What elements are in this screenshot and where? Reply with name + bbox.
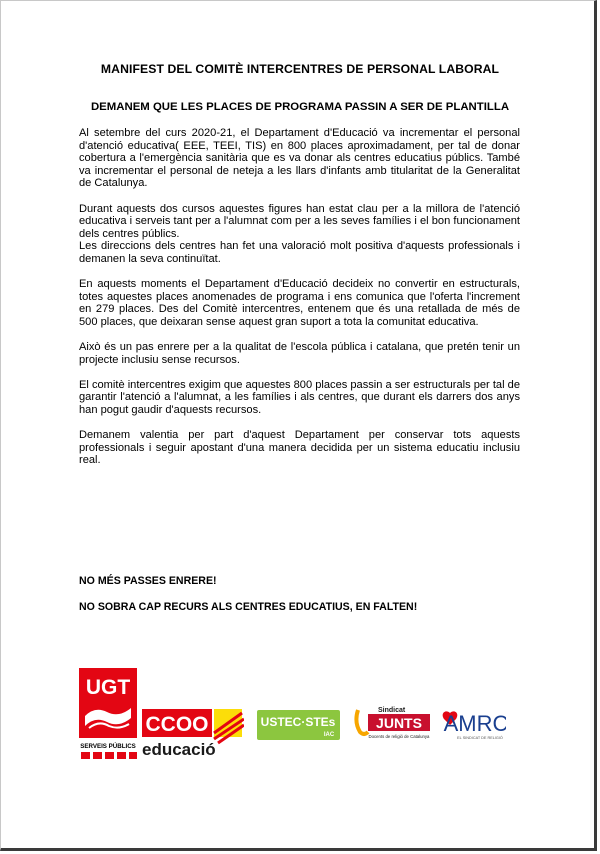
amrc-caption: EL SINDICAT DE RELIGIÓ xyxy=(457,736,503,740)
junts-wordmark: JUNTS xyxy=(376,715,422,731)
paragraph-5: Això és un pas enrere per a la qualitat de l'escola pública i catalana, que pretén tenir un projecte inclusiu sense recursos. xyxy=(79,341,520,366)
document-subtitle: DEMANEM QUE LES PLACES DE PROGRAMA PASSIN A SER DE PLANTILLA xyxy=(90,101,510,113)
slogan-1: NO MÉS PASSES ENRERE! xyxy=(79,575,217,587)
ccoo-caption: educació xyxy=(142,740,216,759)
ugt-emblem-icon xyxy=(79,668,139,764)
document-title: MANIFEST DEL COMITÈ INTERCENTRES DE PERSONAL LABORAL xyxy=(100,62,500,76)
paragraph-3: Les direccions dels centres han fet una valoració molt positiva d'aquests professionals i demanen la seva continuïtat. xyxy=(79,240,520,265)
junts-caption: Docents de religió de Catalunya xyxy=(368,734,430,739)
ustec-logo xyxy=(257,710,340,740)
ugt-logo xyxy=(79,668,139,764)
ccoo-logo xyxy=(142,709,244,759)
amrc-emblem-icon xyxy=(440,705,506,741)
paragraph-6: El comitè intercentres exigim que aquestes 800 places passin a ser estructurals per tal de garantir l'atenció a l'alumnat, a les famílies i als centres, que durant els darrers dos anys han pogut gaudir d'aquests recursos. xyxy=(79,378,520,417)
paragraph-4: En aquests moments el Departament d'Educació decideix no convertir en estructurals, totes aquestes places anomenades de programa i ens comunica que l'oferta l'increment en 279 places. Des del Comitè intercentres, entenem que és una retallada de més de 500 places, que deixaran sense aquest gran suport a tota la comunitat educativa. xyxy=(79,278,520,328)
paragraph-2: Durant aquests dos cursos aquestes figures han estat clau per a la millora de l'atenció educativa i serveis tant per a l'alumnat com per a les seves famílies i el bon funcionament dels centres públics. xyxy=(79,202,520,240)
ugt-wordmark: UGT xyxy=(85,676,131,699)
ustec-caption: IAC xyxy=(323,732,335,738)
senyera-icon xyxy=(214,709,244,743)
junts-logo xyxy=(352,704,432,740)
paragraph-1: Al setembre del curs 2020-21, el Departament d'Educació va incrementar el personal d'atenció educativa( EEE, TEEI, TIS) en 800 places aproximadament, per tal de donar cobertura a l'emergència sanitària que es va donar als centres educatius públics. També va incrementar el personal de neteja a les llars d'infants amb titularitat de la Generalitat de Catalunya. xyxy=(79,127,520,190)
document-body xyxy=(79,127,520,480)
ccoo-wordmark: CCOO xyxy=(145,713,209,736)
amrc-wordmark: AMRC xyxy=(443,711,506,736)
ccoo-emblem-icon xyxy=(142,709,244,759)
ustec-wordmark: USTEC·STEs xyxy=(260,715,336,729)
junts-top: Sindicat xyxy=(378,707,406,714)
ugt-caption: SERVEIS PÚBLICS xyxy=(80,743,136,750)
slogan-2: NO SOBRA CAP RECURS ALS CENTRES EDUCATIUS, EN FALTEN! xyxy=(79,601,418,613)
amrc-logo xyxy=(440,705,506,741)
union-logos xyxy=(0,660,600,760)
junts-emblem-icon xyxy=(352,704,432,740)
ustec-emblem-icon xyxy=(257,710,340,740)
paragraph-7: Demanem valentia per part d'aquest Departament per conservar tots aquests professionals i seguir apostant d'una manera decidida per un sistema educatiu inclusiu real. xyxy=(79,429,520,467)
